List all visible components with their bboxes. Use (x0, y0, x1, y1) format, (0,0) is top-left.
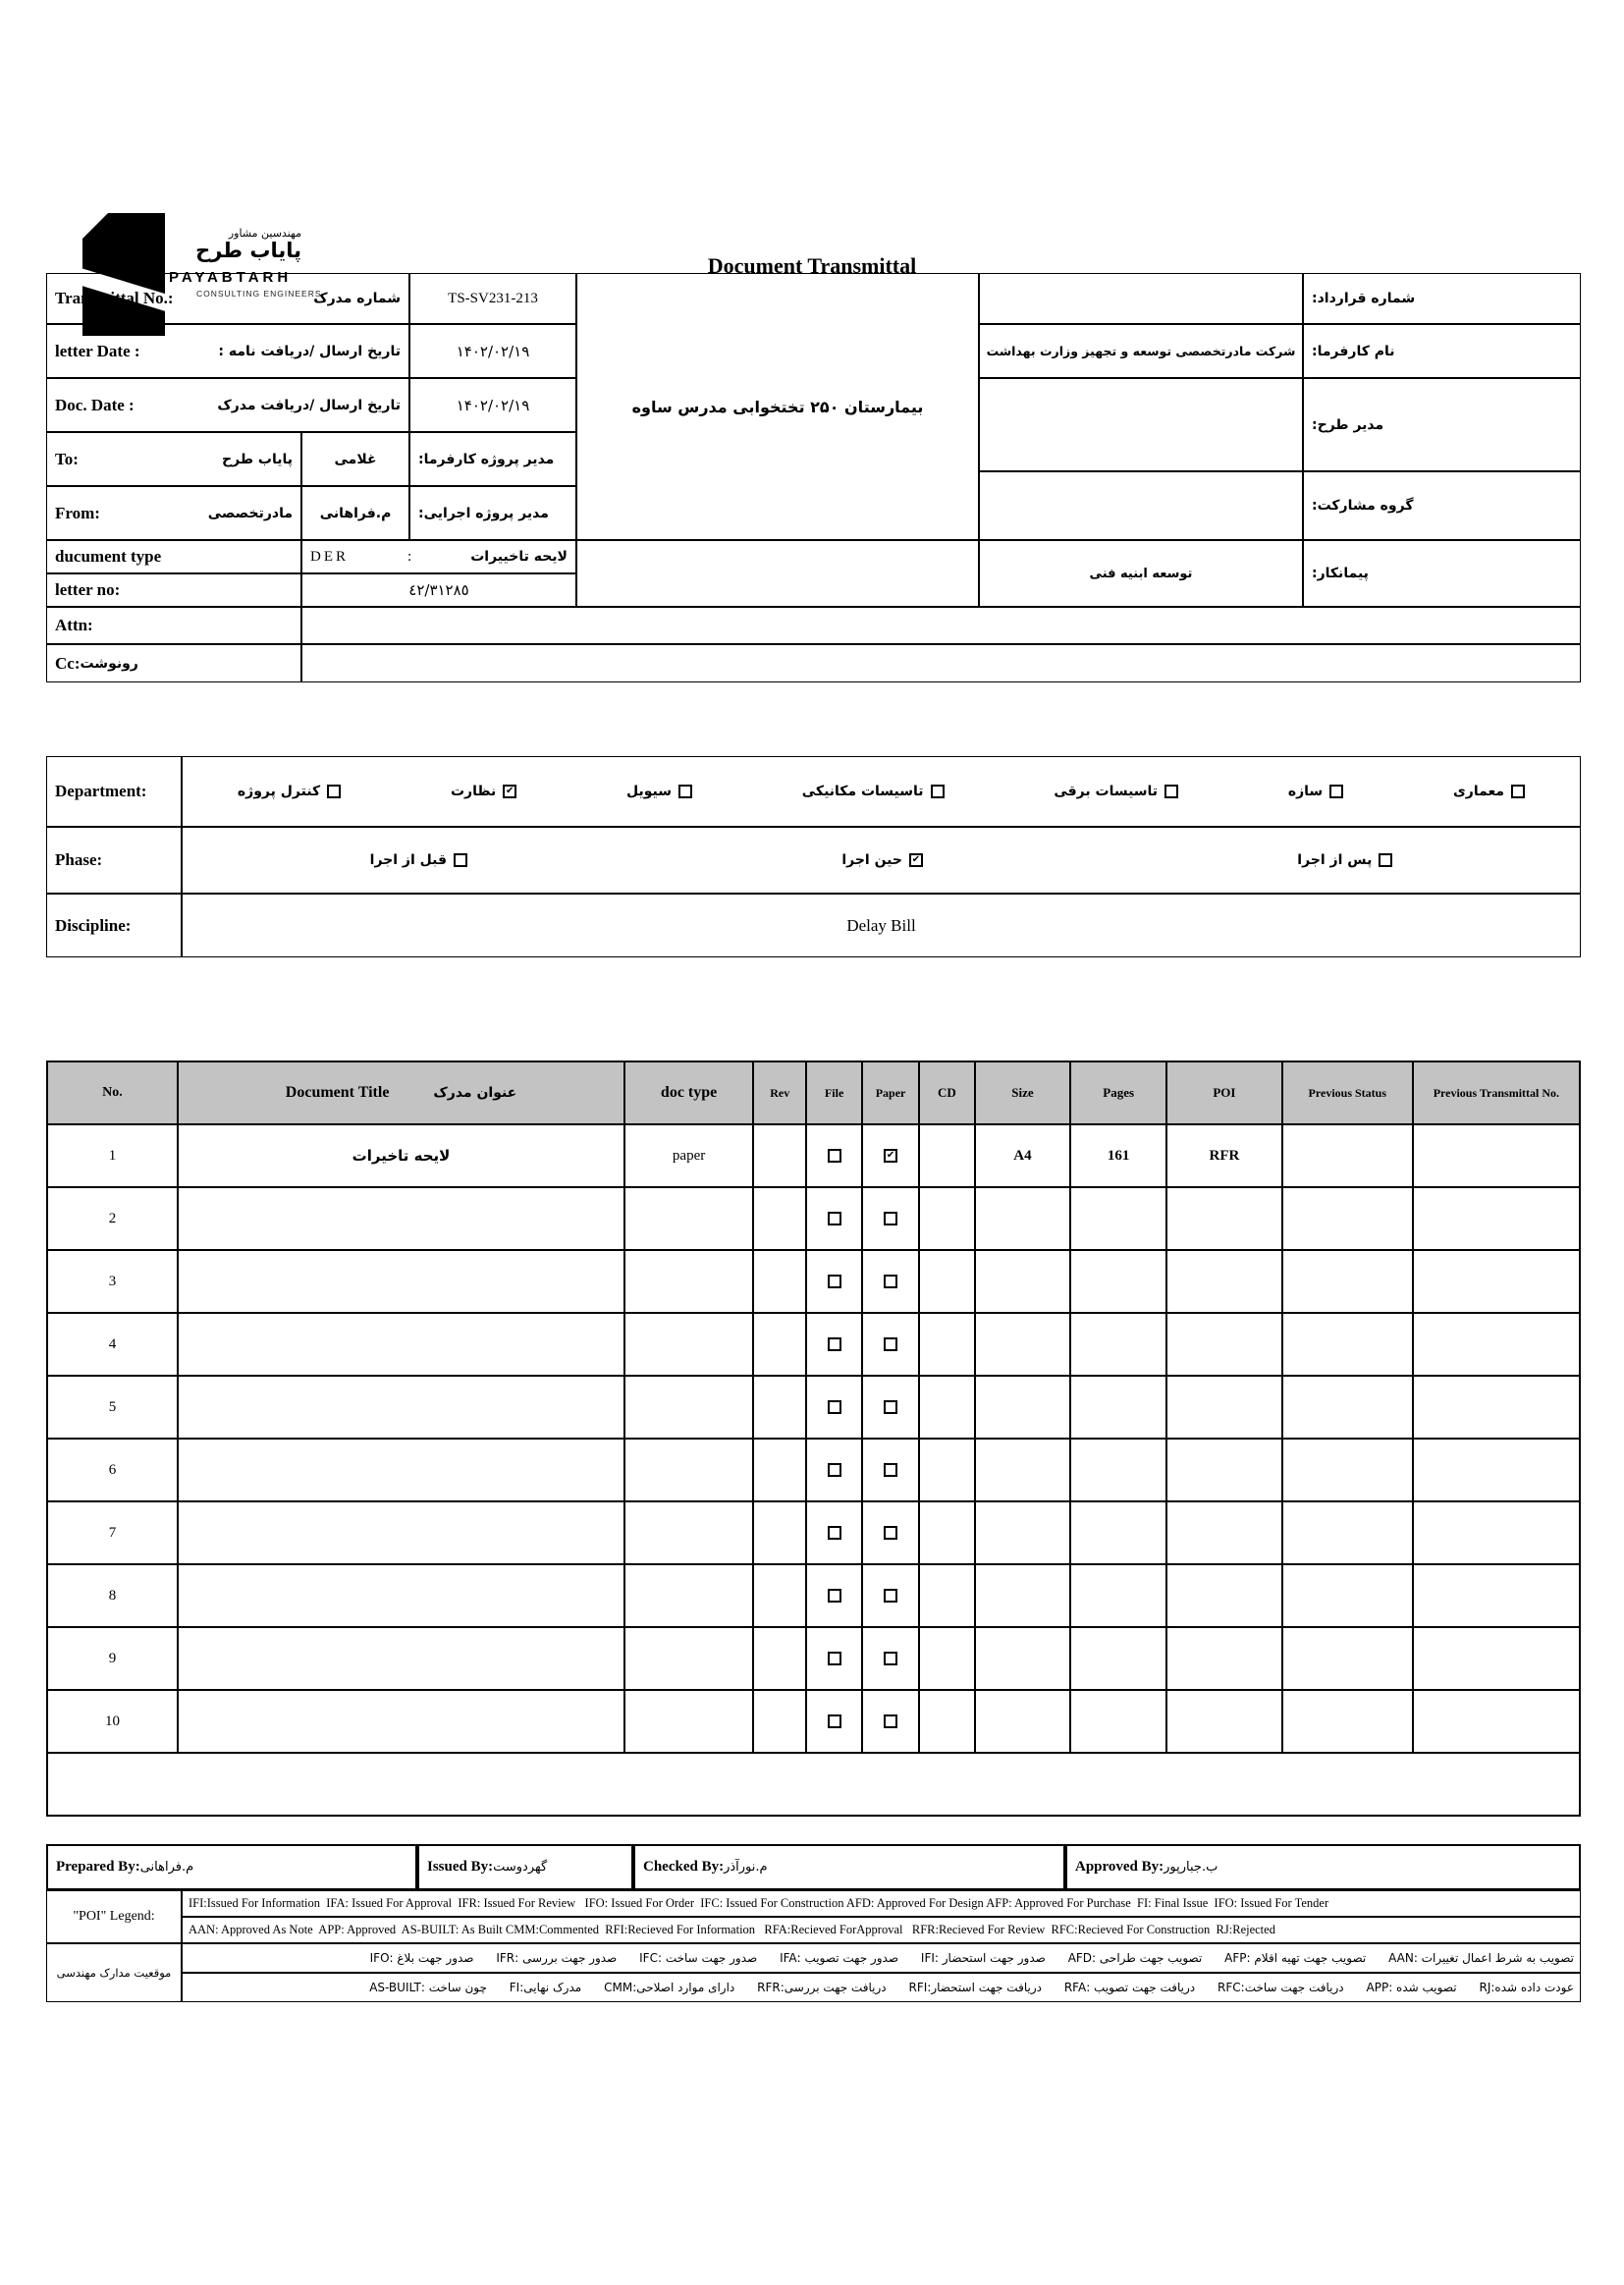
file-checkbox[interactable] (828, 1337, 841, 1351)
row-pages (1070, 1439, 1166, 1501)
table-row (47, 1187, 1580, 1250)
page-title: Document Transmittal (707, 253, 917, 278)
row-prev-status (1282, 1124, 1413, 1187)
file-checkbox[interactable] (828, 1463, 841, 1477)
row-size (975, 1250, 1071, 1313)
row-cd (919, 1250, 974, 1313)
doc-type-fa: لایحه تاخییرات (470, 549, 568, 565)
transmittal-no-value: TS-SV231-213 (409, 273, 576, 324)
file-checkbox[interactable] (828, 1275, 841, 1288)
row-title (178, 1187, 624, 1250)
row-doctype (624, 1627, 753, 1690)
row-prev-transmittal (1413, 1690, 1580, 1753)
contractor-value: توسعه ابنیه فنی (979, 540, 1303, 607)
department-option (1288, 784, 1343, 799)
paper-checkbox[interactable] (884, 1714, 897, 1728)
empty-footer-cell (47, 1753, 1580, 1816)
department-option (802, 784, 945, 799)
file-checkbox[interactable] (828, 1652, 841, 1665)
issued-by-value: گهردوست (493, 1860, 548, 1875)
row-paper-cell (862, 1187, 919, 1250)
logo-notch-shape (82, 213, 108, 239)
exec-pm-label: مدیر پروژه اجرایی: (409, 486, 576, 540)
col-header-cd: CD (919, 1061, 974, 1124)
row-prev-transmittal (1413, 1250, 1580, 1313)
col-header-file: File (806, 1061, 861, 1124)
letter-no-label: letter no: (55, 580, 121, 599)
row-title (178, 1564, 624, 1627)
letter-date-label-fa: تاریخ ارسال /دریافت نامه : (218, 343, 401, 359)
prepared-by-cell (46, 1844, 417, 1890)
row-rev (753, 1376, 806, 1439)
row-pages (1070, 1627, 1166, 1690)
document-table (46, 1061, 1581, 1817)
row-size: A4 (975, 1124, 1071, 1187)
row-prev-status (1282, 1439, 1413, 1501)
to-value: پایاب طرح (222, 451, 293, 467)
row-no: 6 (47, 1439, 178, 1501)
approved-by-value: ب.جبارپور (1164, 1860, 1218, 1875)
design-manager-label: مدیر طرح: (1303, 378, 1581, 471)
contract-no-label: شماره قرارداد: (1303, 273, 1581, 324)
row-no: 1 (47, 1124, 178, 1187)
table-row (47, 1627, 1580, 1690)
phase-checkbox[interactable] (1379, 853, 1392, 867)
row-size (975, 1376, 1071, 1439)
col-header-prev-transmittal: Previous Transmittal No. (1413, 1061, 1580, 1124)
row-pages (1070, 1501, 1166, 1564)
client-pm-label: مدیر پروژه کارفرما: (409, 432, 576, 486)
row-paper-cell (862, 1690, 919, 1753)
prepared-by-value: م.فراهانی (139, 1860, 194, 1875)
department-option-label: تاسیسات برقی (1054, 784, 1159, 799)
paper-checkbox[interactable] (884, 1337, 897, 1351)
row-rev (753, 1501, 806, 1564)
department-checkbox[interactable] (1329, 785, 1343, 798)
row-file-cell (806, 1439, 861, 1501)
row-rev (753, 1564, 806, 1627)
row-paper-cell (862, 1250, 919, 1313)
table-row (47, 1439, 1580, 1501)
file-checkbox[interactable] (828, 1212, 841, 1225)
row-title (178, 1313, 624, 1376)
file-checkbox[interactable] (828, 1714, 841, 1728)
table-body (47, 1124, 1580, 1753)
col-header-pages: Pages (1070, 1061, 1166, 1124)
col-header-title-en: Document Title (285, 1084, 390, 1101)
doc-date-label-fa: تاریخ ارسال /دریافت مدرک (217, 397, 401, 413)
row-poi (1166, 1250, 1282, 1313)
row-doctype (624, 1439, 753, 1501)
department-checkbox[interactable] (327, 785, 341, 798)
client-label: نام کارفرما: (1303, 324, 1581, 378)
row-poi (1166, 1439, 1282, 1501)
attn-label: Attn: (55, 616, 93, 634)
row-no: 3 (47, 1250, 178, 1313)
poi-legend (46, 1890, 1581, 2002)
col-header-size: Size (975, 1061, 1071, 1124)
row-paper-cell (862, 1439, 919, 1501)
row-doctype (624, 1313, 753, 1376)
col-header-paper: Paper (862, 1061, 919, 1124)
department-option (238, 784, 341, 799)
row-prev-transmittal (1413, 1627, 1580, 1690)
row-file-cell (806, 1250, 861, 1313)
row-poi: RFR (1166, 1124, 1282, 1187)
row-poi (1166, 1627, 1282, 1690)
row-prev-status (1282, 1313, 1413, 1376)
doc-type-code: DER (310, 548, 349, 565)
poi-legend-fa-line1: تصویب به شرط اعمال تغییرات :AAN تصویب جهت تهیه اقلام :AFP تصویب جهت طراحی :AFD صدور جهت استحضار :IFI صدور جهت تصویب :IFA صدور جهت ساخت :IFC صدور جهت بررسی :IFR صدور جهت بلاغ :IFO (182, 1943, 1581, 1973)
cc-value-cell (301, 644, 1581, 682)
row-prev-transmittal (1413, 1376, 1580, 1439)
row-paper-cell (862, 1564, 919, 1627)
table-footer-empty-row (47, 1753, 1580, 1816)
row-prev-status (1282, 1690, 1413, 1753)
phase-option (841, 852, 923, 868)
transmittal-no-label-cell (46, 273, 409, 324)
col-header-title-fa: عنوان مدرک (433, 1085, 517, 1101)
row-doctype (624, 1187, 753, 1250)
department-option-label: تاسیسات مکانیکی (801, 784, 924, 799)
col-header-rev: Rev (753, 1061, 806, 1124)
table-row (47, 1376, 1580, 1439)
row-prev-status (1282, 1627, 1413, 1690)
phase-label-cell (46, 827, 182, 894)
row-title (178, 1250, 624, 1313)
row-prev-status (1282, 1564, 1413, 1627)
design-manager-value (979, 378, 1303, 471)
row-poi (1166, 1501, 1282, 1564)
project-name: بیمارستان ۲۵۰ تختخوابی مدرس ساوه (576, 273, 979, 540)
department-option-label: معماری (1452, 784, 1505, 799)
contract-no-value (979, 273, 1303, 324)
row-doctype (624, 1376, 753, 1439)
row-file-cell (806, 1501, 861, 1564)
paper-checkbox[interactable] (884, 1212, 897, 1225)
row-paper-cell (862, 1376, 919, 1439)
table-row (47, 1690, 1580, 1753)
row-size (975, 1439, 1071, 1501)
discipline-label: Discipline: (55, 915, 132, 935)
row-title: لایحه تاخیرات (178, 1124, 624, 1187)
doc-type-value-cell (301, 540, 576, 573)
from-value: مادرتخصصی (207, 505, 293, 521)
partnership-value (979, 471, 1303, 540)
letter-no-label-cell (46, 573, 301, 607)
phase-options (183, 852, 1580, 868)
row-pages: 161 (1070, 1124, 1166, 1187)
row-poi (1166, 1187, 1282, 1250)
row-cd (919, 1187, 974, 1250)
row-title (178, 1376, 624, 1439)
row-prev-status (1282, 1376, 1413, 1439)
row-paper-cell (862, 1313, 919, 1376)
cc-label-en: Cc: (55, 653, 81, 673)
department-options (183, 784, 1580, 799)
letter-date-value: ۱۴۰۲/۰۲/۱۹ (409, 324, 576, 378)
from-person: م.فراهانی (301, 486, 409, 540)
paper-checkbox[interactable] (884, 1652, 897, 1665)
logo-en-subtitle: CONSULTING ENGINEERS (196, 288, 322, 299)
row-prev-transmittal (1413, 1439, 1580, 1501)
checked-by-cell (633, 1844, 1065, 1890)
department-label-cell (46, 756, 182, 827)
row-paper-cell (862, 1627, 919, 1690)
row-no: 9 (47, 1627, 178, 1690)
row-prev-transmittal (1413, 1564, 1580, 1627)
row-file-cell (806, 1313, 861, 1376)
col-header-no: No. (47, 1061, 178, 1124)
doc-type-label-cell (46, 540, 301, 573)
approved-by-cell (1065, 1844, 1581, 1890)
row-no: 8 (47, 1564, 178, 1627)
doc-date-label-en: Doc. Date : (55, 395, 135, 414)
paper-checkbox[interactable] (884, 1526, 897, 1540)
row-rev (753, 1690, 806, 1753)
client-value: شرکت مادرتخصصی توسعه و تجهیز وزارت بهداشت (979, 324, 1303, 378)
row-rev (753, 1187, 806, 1250)
row-cd (919, 1627, 974, 1690)
to-cell (46, 432, 301, 486)
from-cell (46, 486, 301, 540)
row-size (975, 1501, 1071, 1564)
department-option-label: نظارت (450, 784, 497, 799)
department-option-label: کنترل پروژه (237, 784, 321, 799)
phase-label: Phase: (55, 850, 103, 869)
row-size (975, 1313, 1071, 1376)
table-row (47, 1124, 1580, 1187)
row-size (975, 1564, 1071, 1627)
phase-checkbox[interactable] (454, 853, 467, 867)
row-no: 10 (47, 1690, 178, 1753)
department-option (626, 784, 692, 799)
row-pages (1070, 1187, 1166, 1250)
classification-table (46, 756, 1581, 957)
table-row (47, 1564, 1580, 1627)
phase-checkbox[interactable]: ✔ (909, 853, 923, 867)
phase-option-label: قبل از اجرا (369, 852, 448, 868)
row-no: 2 (47, 1187, 178, 1250)
phase-option (370, 852, 467, 868)
file-checkbox[interactable] (828, 1149, 841, 1163)
row-poi (1166, 1564, 1282, 1627)
letter-date-label-cell (46, 324, 409, 378)
contractor-label: پیمانکار: (1303, 540, 1581, 607)
row-cd (919, 1439, 974, 1501)
paper-checkbox[interactable] (884, 1400, 897, 1414)
transmittal-no-label-en: Transmittal No.: (55, 289, 174, 307)
department-option-label: سازه (1287, 784, 1324, 799)
row-pages (1070, 1690, 1166, 1753)
transmittal-no-label-fa: شماره مدرک (313, 291, 401, 306)
department-checkbox[interactable] (931, 785, 945, 798)
phase-option-label: پس از اجرا (1297, 852, 1373, 868)
checked-by-value: م.نورآذر (724, 1860, 768, 1875)
row-prev-status (1282, 1501, 1413, 1564)
row-prev-transmittal (1413, 1187, 1580, 1250)
table-header-row (47, 1061, 1580, 1124)
discipline-value: Delay Bill (182, 894, 1581, 957)
row-size (975, 1690, 1071, 1753)
row-rev (753, 1124, 806, 1187)
to-person: غلامی (301, 432, 409, 486)
attn-label-cell (46, 607, 301, 644)
phase-option (1297, 852, 1392, 868)
paper-checkbox[interactable] (884, 1589, 897, 1603)
paper-checkbox[interactable]: ✔ (884, 1149, 897, 1163)
table-row (47, 1250, 1580, 1313)
approved-by-label: Approved By: (1075, 1859, 1164, 1875)
poi-legend-label: "POI" Legend: (46, 1890, 182, 1943)
department-checkbox[interactable] (1164, 785, 1178, 798)
row-pages (1070, 1376, 1166, 1439)
department-option (451, 784, 516, 799)
row-file-cell (806, 1690, 861, 1753)
department-option (1054, 784, 1178, 799)
checked-by-label: Checked By: (643, 1859, 725, 1875)
row-doctype (624, 1250, 753, 1313)
doc-date-value: ۱۴۰۲/۰۲/۱۹ (409, 378, 576, 432)
row-prev-status (1282, 1250, 1413, 1313)
phase-options-cell (182, 827, 1581, 894)
row-rev (753, 1313, 806, 1376)
logo-fa-tagline: مهندسین مشاور (228, 227, 301, 240)
row-file-cell (806, 1376, 861, 1439)
row-no: 4 (47, 1313, 178, 1376)
row-title (178, 1627, 624, 1690)
cc-label-fa: رونوشت (80, 655, 138, 672)
row-cd (919, 1313, 974, 1376)
row-file-cell (806, 1187, 861, 1250)
row-pages (1070, 1313, 1166, 1376)
row-file-cell (806, 1627, 861, 1690)
col-header-poi: POI (1166, 1061, 1282, 1124)
logo-fa-name: پایاب طرح (195, 239, 301, 263)
row-file-cell (806, 1564, 861, 1627)
row-no: 5 (47, 1376, 178, 1439)
row-prev-transmittal (1413, 1313, 1580, 1376)
issued-by-cell (417, 1844, 633, 1890)
letter-date-label-en: letter Date : (55, 341, 140, 360)
file-checkbox[interactable] (828, 1526, 841, 1540)
col-header-prev-status: Previous Status (1282, 1061, 1413, 1124)
logo-en-name: PAYABTARH (169, 269, 293, 287)
row-cd (919, 1564, 974, 1627)
paper-checkbox[interactable] (884, 1463, 897, 1477)
row-cd (919, 1376, 974, 1439)
partnership-label: گروه مشارکت: (1303, 471, 1581, 540)
row-rev (753, 1250, 806, 1313)
row-prev-transmittal (1413, 1124, 1580, 1187)
row-prev-transmittal (1413, 1501, 1580, 1564)
row-poi (1166, 1690, 1282, 1753)
prepared-by-label: Prepared By: (56, 1859, 140, 1875)
row-title (178, 1690, 624, 1753)
row-title (178, 1439, 624, 1501)
row-cd (919, 1690, 974, 1753)
doc-type-label: ducument type (55, 547, 162, 566)
department-option-label: سیویل (625, 784, 672, 799)
row-prev-status (1282, 1187, 1413, 1250)
middle-empty-cell (576, 540, 979, 607)
row-doctype (624, 1690, 753, 1753)
row-rev (753, 1627, 806, 1690)
department-label: Department: (55, 782, 147, 800)
doc-date-label-cell (46, 378, 409, 432)
poi-legend-fa-line2: عودت داده شده:RJ تصویب شده :APP دریافت جهت ساخت:RFC دریافت جهت تصویب :RFA دریافت جهت استحضار:RFI دریافت جهت بررسی:RFR دارای موارد اصلاحی:CMM مدرک نهایی:FI چون ساخت :AS-BUILT (182, 1973, 1581, 2002)
row-poi (1166, 1313, 1282, 1376)
table-row (47, 1501, 1580, 1564)
discipline-label-cell (46, 894, 182, 957)
row-size (975, 1627, 1071, 1690)
row-rev (753, 1439, 806, 1501)
row-cd (919, 1501, 974, 1564)
letter-no-value: ٤٢/٣١٢٨٥ (301, 573, 576, 607)
signoff-row (46, 1844, 1581, 1890)
row-doctype (624, 1501, 753, 1564)
department-options-cell (182, 756, 1581, 827)
department-checkbox[interactable] (1511, 785, 1525, 798)
row-paper-cell (862, 1124, 919, 1187)
info-table (46, 273, 1581, 682)
attn-value-cell (301, 607, 1581, 644)
poi-legend-en-line1: IFI:Issued For Information IFA: Issued For Approval IFR: Issued For Review IFO: Issued For Order IFC: Issued For Construction AFD: Approved For Design AFP: Approved For Purchase FI: Final Issue IFO: Issued For Tender (182, 1890, 1581, 1917)
row-no: 7 (47, 1501, 178, 1564)
row-cd (919, 1124, 974, 1187)
phase-option-label: حین اجرا (841, 852, 902, 868)
department-checkbox[interactable]: ✔ (503, 785, 516, 798)
col-header-doctype: doc type (624, 1061, 753, 1124)
department-checkbox[interactable] (678, 785, 692, 798)
poi-legend-fa-label: موقعیت مدارک مهندسی (46, 1943, 182, 2002)
col-header-title (178, 1061, 624, 1124)
row-pages (1070, 1564, 1166, 1627)
table-row (47, 1313, 1580, 1376)
poi-legend-en-line2: AAN: Approved As Note APP: Approved AS-BUILT: As Built CMM:Commented RFI:Recieved For Information RFA:Recieved ForApproval RFR:Recieved For Review RFC:Recieved For Construction RJ:Rejected (182, 1917, 1581, 1943)
row-poi (1166, 1376, 1282, 1439)
row-title (178, 1501, 624, 1564)
cc-label-cell (46, 644, 301, 682)
paper-checkbox[interactable] (884, 1275, 897, 1288)
row-doctype: paper (624, 1124, 753, 1187)
row-size (975, 1187, 1071, 1250)
row-doctype (624, 1564, 753, 1627)
row-file-cell (806, 1124, 861, 1187)
doc-type-separator: : (407, 548, 412, 565)
department-option (1453, 784, 1525, 799)
issued-by-label: Issued By: (427, 1859, 494, 1875)
row-pages (1070, 1250, 1166, 1313)
row-paper-cell (862, 1501, 919, 1564)
file-checkbox[interactable] (828, 1589, 841, 1603)
to-label: To: (55, 449, 79, 468)
from-label: From: (55, 503, 100, 522)
file-checkbox[interactable] (828, 1400, 841, 1414)
